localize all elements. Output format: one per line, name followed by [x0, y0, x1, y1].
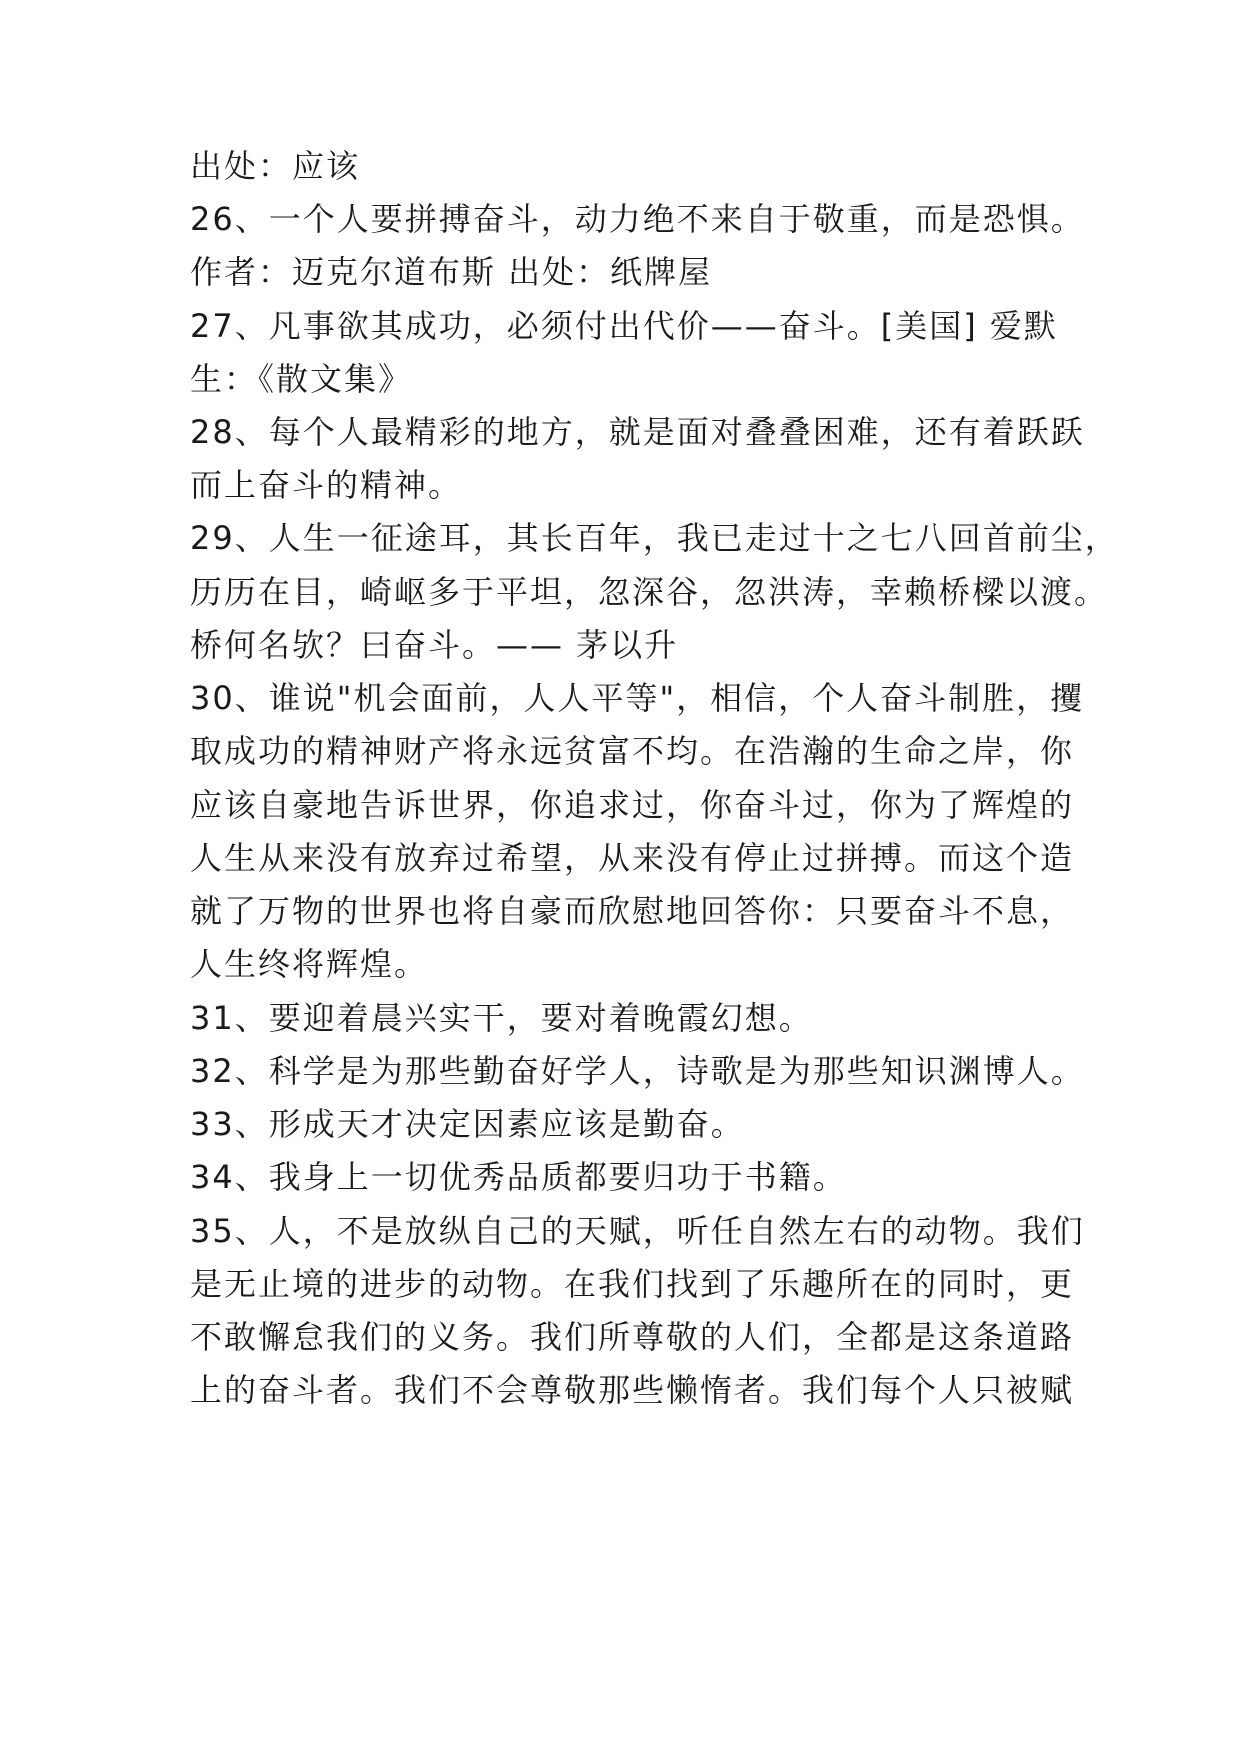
text-line: 桥何名欤？曰奋斗。—— 茅以升 — [190, 626, 679, 664]
text-line: 31、要迎着晨兴实干，要对着晚霞幻想。 — [190, 999, 813, 1037]
text-line: 作者：迈克尔道布斯 出处：纸牌屋 — [190, 253, 713, 291]
text-line: 历历在目，崎岖多于平坦，忽深谷，忽洪涛，幸赖桥樑以渡。 — [190, 573, 1109, 611]
text-line: 27、凡事欲其成功，必须付出代价——奋斗。[美国] 爱默 — [190, 307, 1058, 345]
text-line: 出处：应该 — [190, 147, 361, 185]
text-line: 35、人，不是放纵自己的天赋，听任自然左右的动物。我们 — [190, 1212, 1085, 1250]
text-line: 人生终将辉煌。 — [190, 945, 429, 983]
text-line: 生：《散文集》 — [190, 360, 413, 398]
text-line: 就了万物的世界也将自豪而欣慰地回答你：只要奋斗不息， — [190, 892, 1075, 930]
text-line: 26、一个人要拼搏奋斗，动力绝不来自于敬重，而是恐惧。 — [190, 200, 1085, 238]
text-line: 28、每个人最精彩的地方，就是面对叠叠困难，还有着跃跃 — [190, 413, 1085, 451]
text-line: 应该自豪地告诉世界，你追求过，你奋斗过，你为了辉煌的 — [190, 786, 1075, 824]
text-line: 34、我身上一切优秀品质都要归功于书籍。 — [190, 1158, 847, 1196]
text-line: 33、形成天才决定因素应该是勤奋。 — [190, 1105, 745, 1143]
text-line: 是无止境的进步的动物。在我们找到了乐趣所在的同时，更 — [190, 1265, 1075, 1303]
text-line: 32、科学是为那些勤奋好学人，诗歌是为那些知识渊博人。 — [190, 1052, 1085, 1090]
text-line: 而上奋斗的精神。 — [190, 466, 463, 504]
text-line: 30、谁说"机会面前，人人平等"，相信，个人奋斗制胜，攫 — [190, 679, 1085, 717]
text-line: 不敢懈怠我们的义务。我们所尊敬的人们，全都是这条道路 — [190, 1318, 1075, 1356]
text-line: 取成功的精神财产将永远贫富不均。在浩瀚的生命之岸，你 — [190, 732, 1075, 770]
text-line: 上的奋斗者。我们不会尊敬那些懒惰者。我们每个人只被赋 — [190, 1371, 1075, 1409]
text-line: 29、人生一征途耳，其长百年，我已走过十之七八回首前尘， — [190, 519, 1119, 557]
text-line: 人生从来没有放弃过希望，从来没有停止过拼搏。而这个造 — [190, 839, 1075, 877]
